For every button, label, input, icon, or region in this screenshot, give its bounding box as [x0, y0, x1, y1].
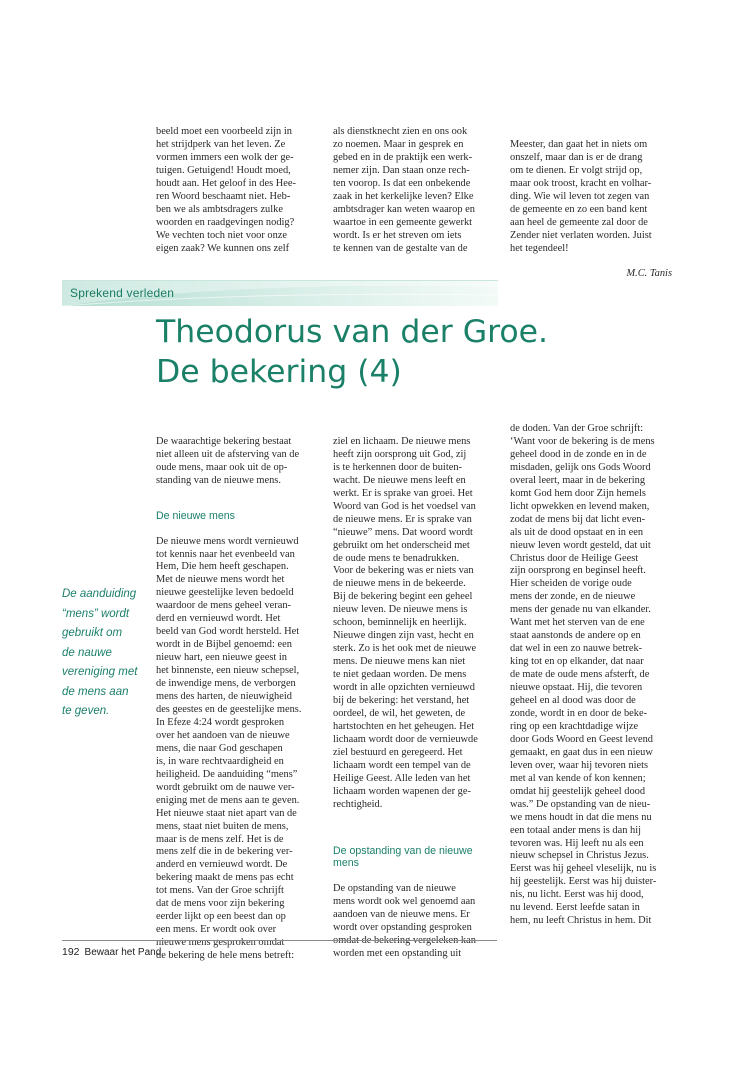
article-column-1-body: De nieuwe mens wordt vernieuwd tot kennis naar het evenbeeld van Hem, Die hem heeft geschapen. Met de nieuwe mens wordt het nieuwe geestelijke leven bedoeld waardoor de mens geheel veran- derd en vernieuwd wordt. Het beeld van God wordt hersteld. Het wordt in de Bijbel genoemd: een nieuw hart, een nieuwe geest in het binnenste, een nieuw schepsel, de inwendige mens, de verborgen mens des harten, de nieuwigheid des geestes en de geestelijke mens. In Efeze 4:24 wordt gesproken over het aandoen van de nieuwe mens, die naar God geschapen is, in ware rechtvaardigheid en heiligheid. De aanduiding “mens” wordt gebruikt om de nauwe ver- eniging met de mens aan te geven. Het nieuwe staat niet apart van de mens, staat niet buiten de mens, maar is de mens zelf. Het is de mens zelf die in de bekering ver- anderd en vernieuwd wordt. De bekering maakt de mens pas echt tot mens. Van der Groe schrijft dat de mens voor zijn bekering eerder lijkt op een beest dan op een mens. Er wordt ook over nieuwe mens gesproken omdat de bekering de hele mens betreft:	[156, 535, 302, 962]
article-column-3: de doden. Van der Groe schrijft: ‘Want voor de bekering is de mens geheel dood in de zonde en in de misdaden, gelijk ons Gods Woord overal leert, maar in de bekering komt God hem door Zijn hemels licht opwekken en levend maken, zodat de mens bij dat licht even- als uit de dood opstaat en in een nieuw leven wordt gesteld, dat uit Christus door de Heilige Geest zijn oorsprong en beginsel heeft. Hier scheiden de vorige oude mens der zonde, en de nieuwe mens der genade nu van elkander. Want met het sterven van de ene staat aanstonds de andere op en dat wel in een zo nauwe betrek- king tot en op elkander, dat naar de mate de oude mens afsterft, de nieuwe opstaat. Hij, die tevoren geheel en al dood was door de zonde, wordt in en door de beke- ring op een krachtdadige wijze door Gods Woord en Geest levend gemaakt, en gaat dus in een nieuw leven over, waar hij tevoren niets met al van kende of kon kennen; omdat hij geestelijk geheel dood was.” De opstanding van de nieu- we mens houdt in dat die mens nu een totaal ander mens is dan hij tevoren was. Hij leeft nu als een nieuw schepsel in Christus Jezus. Eerst was hij geheel vleselijk, nu is hij geestelijk. Eerst was hij duister- nis, nu licht. Eerst was hij dood, nu levend. Eerst leefde satan in hem, nu leeft Christus in hem. Dit	[510, 423, 657, 927]
previous-article-column-1: beeld moet een voorbeeld zijn in het strijdperk van het leven. Ze vormen immers een wolk der ge- tuigen. Getuigend! Houdt moed, houdt aan. Het geloof in des Hee- ren Woord beschaamt niet. Heb- ben we als ambtsdragers zulke woorden en raadgevingen nodig? We vechten toch niet voor onze eigen zaak? We kunnen ons zelf	[156, 126, 296, 254]
subheading-nieuwe-mens: De nieuwe mens	[156, 509, 235, 522]
article-intro: De waarachtige bekering bestaat niet alleen uit de afsterving van de oude mens, maar ook uit de op- standing van de nieuwe mens.	[156, 435, 300, 486]
page-number: 192	[62, 946, 80, 958]
subheading-opstanding: De opstanding van de nieuwe mens	[333, 844, 473, 870]
previous-article-column-2: als dienstknecht zien en ons ook zo noemen. Maar in gesprek en gebed en in de praktijk een werk- nemer zijn. Dan staan onze rech- ten voorop. Is dat een onbekende zaak in het kerkelijke leven? Elke ambtsdrager kan weten waarop en waartoe in een gemeente gewerkt wordt. Is er het streven om iets te kennen van de gestalte van de	[333, 126, 475, 254]
article-column-2	[333, 423, 495, 974]
publication-name: Bewaar het Pand	[84, 947, 162, 958]
article-column-2-body: ziel en lichaam. De nieuwe mens heeft zijn oorsprong uit God, zij is te herkennen door de buiten- wacht. De nieuwe mens leeft en werkt. Er is sprake van groei. Het Woord van God is het voedsel van de nieuwe mens. Er is sprake van “nieuwe” mens. Dat woord wordt gebruikt om het onderscheid met de oude mens te benadrukken. Voor de bekering was er niets van de nieuwe mens in de bekeerde. Bij de bekering begint een geheel nieuw leven. De nieuwe mens is schoon, beminnelijk en heerlijk. Nieuwe dingen zijn vast, hecht en sterk. Zo is het ook met de nieuwe mens. De nieuwe mens kan niet te niet gedaan worden. De mens wordt in alle opzichten vernieuwd bij de bekering: het verstand, het oordeel, de wil, het geweten, de hartstochten en het geheugen. Het lichaam wordt door de vernieuwde ziel bestuurd en geregeerd. Het lichaam wordt een tempel van de Heilige Geest. Alle leden van het lichaam worden wapenen der ge- rechtigheid.	[333, 435, 478, 810]
author-signature: M.C. Tanis	[626, 268, 672, 280]
footer-rule	[62, 940, 497, 941]
article-title: Theodorus van der Groe. De bekering (4)	[156, 314, 549, 390]
section-label: Sprekend verleden	[70, 286, 175, 300]
previous-article-column-3-text: Meester, dan gaat het in niets om onszelf, maar dan is er de drang om te dienen. Er volgt strijd op, maar ook troost, kracht en volhar- ding. Wie wil leven tot zegen van de gemeente en zo een band kent aan heel de gemeente zal door de Zender niet verlaten worden. Juist het tegendeel!	[510, 138, 652, 254]
article-column-2-continuation: De opstanding van de nieuwe mens wordt ook wel genoemd aan aandoen van de nieuwe mens. Er wordt over opstanding gesproken omdat de bekering vergeleken kan worden met een opstanding uit	[333, 883, 476, 960]
article-column-1	[156, 423, 318, 976]
previous-article-column-3	[510, 126, 672, 294]
section-label-band	[62, 280, 498, 306]
page-footer	[62, 946, 161, 958]
pull-quote: De aanduiding “mens” wordt gebruikt om de nauwe vereniging met de mens aan te geven.	[62, 588, 138, 717]
